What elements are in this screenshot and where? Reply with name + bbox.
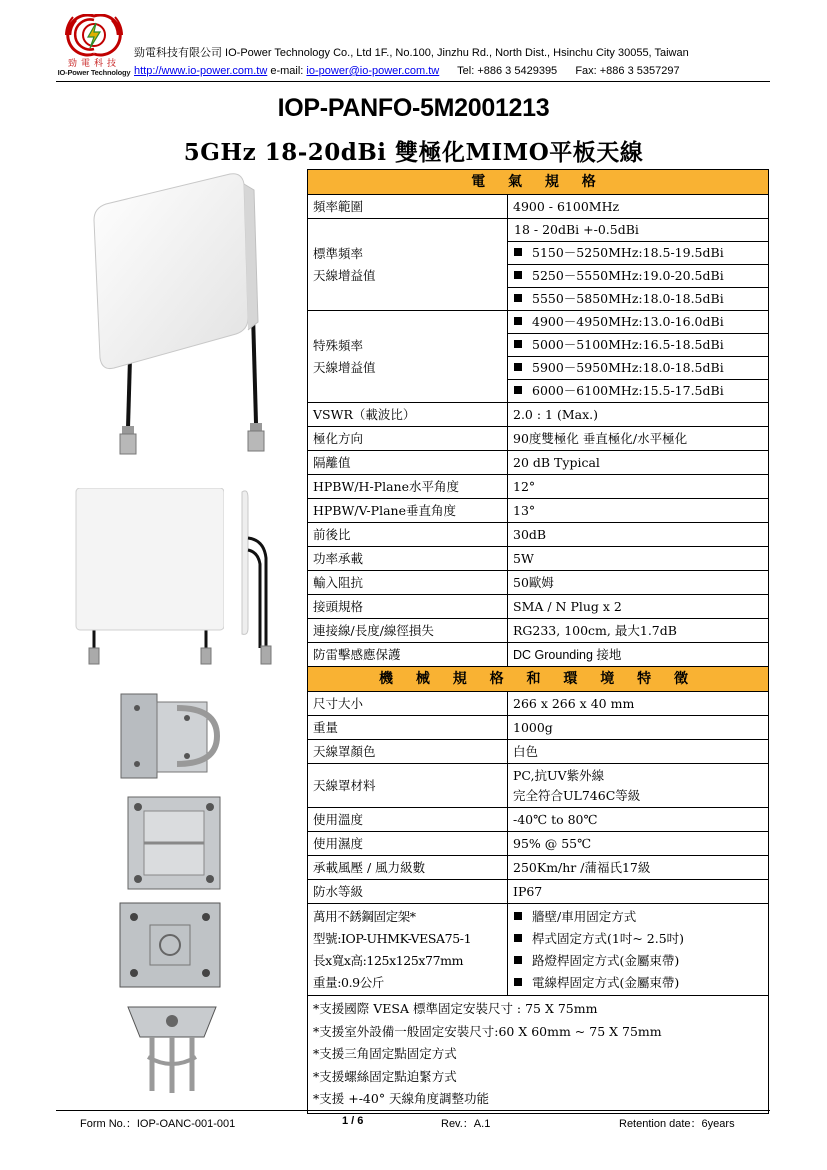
spec-value: 2.0 : 1 (Max.) [508, 403, 769, 427]
fax-text: Fax: +886 3 5357297 [575, 65, 680, 77]
spec-label: 天線罩材料 [308, 764, 508, 808]
bracket-image-4 [118, 997, 226, 1097]
spec-value: 4900 - 6100MHz [508, 195, 769, 219]
spec-value: DC Grounding 接地 [508, 643, 769, 667]
spec-label: 防水等級 [308, 880, 508, 904]
spec-label: 使用溫度 [308, 808, 508, 832]
spec-label: 連接線/長度/線徑損失 [308, 619, 508, 643]
spec-value: RG233, 100cm, 最大1.7dB [508, 619, 769, 643]
special-gain-item: 4900－4950MHz:13.0-16.0dBi [508, 311, 769, 334]
spec-label: HPBW/H-Plane水平角度 [308, 475, 508, 499]
bracket-spec: 萬用不銹鋼固定架* 型號:IOP-UHMK-VESA75-1 長x寬x高:125x125x77mm 重量:0.9公斤 [308, 904, 508, 996]
special-gain-item: 5000－5100MHz:16.5-18.5dBi [508, 334, 769, 357]
spec-label: HPBW/V-Plane垂直角度 [308, 499, 508, 523]
website-link[interactable]: http://www.io-power.com.tw [134, 65, 268, 77]
spec-value: 266 x 266 x 40 mm [508, 692, 769, 716]
bracket-image-2 [118, 791, 230, 895]
antenna-side-image [234, 488, 282, 666]
spec-label: 天線罩顏色 [308, 740, 508, 764]
spec-label: 隔離值 [308, 451, 508, 475]
bracket-notes: *支援國際 VESA 標準固定安裝尺寸 : 75 X 75mm *支援室外設備一般固定安裝尺寸:60 X 60mm ~ 75 X 75mm *支援三角固定點固定方式 *支援螺絲固定點迫緊方式 *支援 +-40° 天線角度調整功能 [308, 996, 769, 1114]
spec-label: 輸入阻抗 [308, 571, 508, 595]
bracket-image-3 [116, 899, 224, 991]
revision: Rev.：A.1 [441, 1118, 491, 1130]
std-gain-item: 5250－5550MHz:19.0-20.5dBi [508, 265, 769, 288]
spec-value: PC,抗UV紫外線 完全符合UL746C等級 [508, 764, 769, 808]
logo-chinese-text: 勁電科技 [67, 59, 120, 69]
spec-value: 13° [508, 499, 769, 523]
std-gain-item: 5150－5250MHz:18.5-19.5dBi [508, 242, 769, 265]
product-subtitle: 5GHz 18-20dBi 雙極化MIMO平板天線 [183, 139, 644, 166]
std-gain-label: 標準頻率 天線增益值 [308, 219, 508, 311]
bracket-image-1 [117, 688, 229, 784]
spec-label: 功率承載 [308, 547, 508, 571]
model-title: IOP-PANFO-5M2001213 [277, 94, 550, 122]
spec-value: 12° [508, 475, 769, 499]
spec-label: 使用濕度 [308, 832, 508, 856]
spec-label: 極化方向 [308, 427, 508, 451]
spec-value: 95% @ 55℃ [508, 832, 769, 856]
contact-line [134, 65, 680, 77]
spec-label: 接頭規格 [308, 595, 508, 619]
spec-label: 頻率範圍 [308, 195, 508, 219]
page-header [56, 14, 770, 82]
spec-value: SMA / N Plug x 2 [508, 595, 769, 619]
company-address: 勁電科技有限公司 IO-Power Technology Co., Ltd 1F., No.100, Jinzhu Rd., North Dist., Hsinchu City 30055, Taiwan [134, 47, 689, 59]
bracket-uses: 牆壁/車用固定方式 桿式固定方式(1吋~ 2.5吋) 路燈桿固定方式(金屬束帶) 電線桿固定方式(金屬束帶) [508, 904, 769, 996]
spec-value: -40℃ to 80℃ [508, 808, 769, 832]
antenna-perspective-image [80, 168, 290, 468]
spec-label: 重量 [308, 716, 508, 740]
spec-label: 防雷擊感應保護 [308, 643, 508, 667]
std-gain-item: 5550－5850MHz:18.0-18.5dBi [508, 288, 769, 311]
email-link[interactable]: io-power@io-power.com.tw [306, 65, 440, 77]
electrical-section-header: 電 氣 規 格 [308, 170, 769, 195]
spec-label: 承載風壓 / 風力級數 [308, 856, 508, 880]
special-gain-label: 特殊頻率 天線增益值 [308, 311, 508, 403]
spec-table [307, 169, 769, 1114]
header-divider [56, 81, 770, 82]
spec-label: 前後比 [308, 523, 508, 547]
logo-english-text: IO-Power Technology [57, 68, 131, 77]
std-gain-value: 18 - 20dBi +-0.5dBi [508, 219, 769, 242]
spec-value: 30dB [508, 523, 769, 547]
spec-value: 1000g [508, 716, 769, 740]
tel-text: Tel: +886 3 5429395 [457, 65, 558, 77]
form-number: Form No.：IOP-OANC-001-001 [80, 1118, 236, 1130]
page-number: 1 / 6 [342, 1115, 364, 1127]
spec-value: IP67 [508, 880, 769, 904]
spec-value: 90度雙極化 垂直極化/水平極化 [508, 427, 769, 451]
spec-value: 20 dB Typical [508, 451, 769, 475]
email-label: e-mail: [270, 65, 304, 77]
company-logo [56, 14, 132, 80]
footer-divider [56, 1110, 770, 1111]
spec-label: VSWR（載波比） [308, 403, 508, 427]
spec-value: 5W [508, 547, 769, 571]
special-gain-item: 6000－6100MHz:15.5-17.5dBi [508, 380, 769, 403]
spec-value: 50歐姆 [508, 571, 769, 595]
retention-date: Retention date：6years [619, 1118, 735, 1130]
logo-mark-icon [62, 14, 126, 58]
antenna-front-image [74, 488, 224, 666]
spec-value: 白色 [508, 740, 769, 764]
spec-label: 尺寸大小 [308, 692, 508, 716]
spec-value: 250Km/hr /蒲福氏17級 [508, 856, 769, 880]
mechanical-section-header: 機 械 規 格 和 環 境 特 徵 [308, 667, 769, 692]
special-gain-item: 5900－5950MHz:18.0-18.5dBi [508, 357, 769, 380]
